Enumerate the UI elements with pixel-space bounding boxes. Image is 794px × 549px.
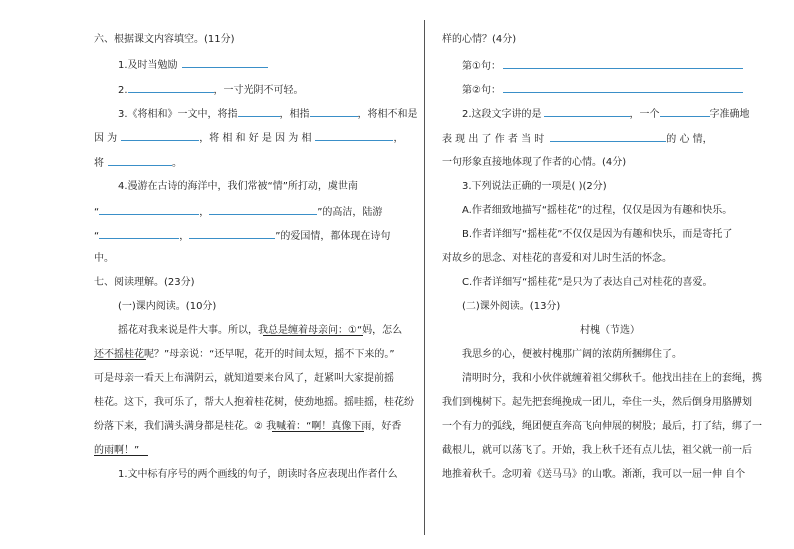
r-passage-6: 地推着秋千。念叨着《送马马》的山歌。渐渐，我可以一屈一伸 自个 bbox=[442, 469, 746, 480]
option-b[interactable]: B.作者详细写“摇桂花”不仅仅是因为有趣和快乐，而是寄托了 bbox=[462, 229, 733, 240]
r-q2-line1 bbox=[462, 106, 750, 122]
sentence-2-underline-cont bbox=[94, 455, 148, 456]
q2-num: 2. bbox=[118, 85, 128, 96]
q2-end: ，一寸光阴不可轻。 bbox=[213, 85, 304, 96]
q3-a: 3.《将相和》一文中，将指 bbox=[118, 109, 238, 120]
q3-g: 将 bbox=[94, 158, 104, 169]
column-divider bbox=[424, 20, 425, 535]
r-passage-3: 我们到槐树下。起先把套绳挽成一团儿，牵住一头，然后倒身用胳膊划 bbox=[442, 397, 752, 408]
r-q2-blank1[interactable] bbox=[544, 106, 630, 117]
answer-1-blank[interactable] bbox=[503, 58, 743, 69]
q4-blank2[interactable] bbox=[209, 204, 317, 215]
q3-line2 bbox=[94, 130, 403, 146]
r-q3-stem: 3.下列说法正确的一项是( )(2分) bbox=[462, 181, 607, 192]
q3-blank3[interactable] bbox=[121, 130, 199, 141]
answer-1-label: 第①句： bbox=[462, 61, 501, 72]
r-passage-1: 我思乡的心，便被村槐那广阔的浓荫所捆绑住了。 bbox=[462, 349, 682, 360]
passage-line-2: 还不摇桂花呢？”母亲说：“还早呢，花开的时间太短，摇不下来的。” bbox=[94, 349, 395, 360]
question-1-text: 1.文中标有序号的两个画线的句子，朗读时各应表现出作者什么 bbox=[118, 469, 398, 480]
section-7-title: 七、阅读理解。(23分) bbox=[94, 277, 195, 288]
r-passage-2: 清明时分，我和小伙伴就缠着祖父绑秋千。他找出挂在上的套绳，携 bbox=[462, 373, 762, 384]
r-q2-blank2[interactable] bbox=[660, 106, 710, 117]
q3-f: ， bbox=[393, 133, 404, 144]
passage-line-6: 的雨啊！” bbox=[94, 445, 140, 456]
r-passage-5: 截根儿，就可以荡飞了。开始，我上秋千还有点儿怯，祖父就一前一后 bbox=[442, 445, 752, 456]
sentence-1-underline bbox=[263, 335, 363, 336]
answer-2-label: 第②句： bbox=[462, 85, 501, 96]
q4-line1: 4.漫游在古诗的海洋中，我们常被“情”所打动，虞世南 bbox=[118, 181, 358, 192]
q4-blank1[interactable] bbox=[99, 204, 199, 215]
q2-blank[interactable] bbox=[128, 82, 214, 93]
q3-blank2[interactable] bbox=[310, 106, 358, 117]
q4-line4: 中。 bbox=[94, 253, 114, 264]
section-6-title: 六、根据课文内容填空。(11分) bbox=[94, 34, 235, 45]
q4-comma2: ， bbox=[179, 231, 190, 242]
q3-h: 。 bbox=[172, 158, 182, 169]
sentence-1-underline-cont bbox=[94, 359, 146, 360]
q1-blank[interactable] bbox=[182, 57, 268, 68]
r-q2-c: 字准确地 bbox=[709, 109, 750, 120]
q4-quote-open2: “ bbox=[94, 231, 100, 242]
r-line-6: 一句形象直接地体现了作者的心情。(4分) bbox=[442, 157, 627, 168]
option-c[interactable]: C.作者详细写“摇桂花”是只为了表达自己对桂花的喜爱。 bbox=[462, 277, 713, 288]
option-b-cont: 对故乡的思念、对桂花的喜爱和对儿时生活的怀念。 bbox=[442, 253, 672, 264]
q3-blank5[interactable] bbox=[108, 155, 172, 166]
q2-text bbox=[118, 82, 304, 98]
q4-line3 bbox=[94, 228, 390, 244]
q4-c3: ”的爱国情，都体现在诗句 bbox=[275, 231, 391, 242]
q4-comma: ， bbox=[199, 207, 210, 218]
passage-line-3: 可是母亲一看天上布满阴云，就知道要来台风了，赶紧叫大家提前摇 bbox=[94, 373, 394, 384]
q4-b3: ”的高洁，陆游 bbox=[317, 207, 383, 218]
q3-d: 因 为 bbox=[94, 133, 118, 144]
passage-line-4: 桂花。这下，我可乐了，帮大人抱着桂花树，使劲地摇。摇哇摇，桂花纷 bbox=[94, 397, 414, 408]
q4-line2 bbox=[94, 204, 382, 220]
q4-quote-open: “ bbox=[94, 207, 100, 218]
q4-blank4[interactable] bbox=[189, 228, 275, 239]
q3-blank4[interactable] bbox=[315, 130, 393, 141]
q3-e: ，将 相 和 好 是 因 为 相 bbox=[199, 133, 312, 144]
r-passage-4: 一个有力的弧线，绳团便直奔高飞向伸展的树股；最后，打了结，绑了一 bbox=[442, 421, 762, 432]
answer-sentence-2 bbox=[462, 82, 743, 98]
r-q2-b: ，一个 bbox=[629, 109, 660, 120]
q1-label: 1.及时当勉励 bbox=[118, 60, 178, 71]
r-q2-line2 bbox=[442, 131, 713, 147]
passage-line-5: 纷落下来，我们满头满身都是桂花。② 我喊着：“啊！真像下雨，好香 bbox=[94, 421, 402, 432]
r-q2-blank3[interactable] bbox=[550, 131, 666, 142]
q3-line3 bbox=[94, 155, 182, 171]
answer-2-blank[interactable] bbox=[503, 82, 743, 93]
subsection-1-title: (一)课内阅读。(10分) bbox=[118, 301, 217, 312]
q3-c: ，将相不和是 bbox=[357, 109, 418, 120]
q3-blank1[interactable] bbox=[238, 106, 280, 117]
r-q2-a: 2.这段文字讲的是 bbox=[462, 109, 542, 120]
option-a[interactable]: A.作者细致地描写“摇桂花”的过程，仅仅是因为有趣和快乐。 bbox=[462, 205, 733, 216]
r-q2-d: 表 现 出 了 作 者 当 时 bbox=[442, 134, 545, 145]
r-line-1: 样的心情？(4分) bbox=[442, 34, 517, 45]
sentence-2-underline bbox=[272, 431, 364, 432]
q4-blank3[interactable] bbox=[99, 228, 179, 239]
passage-title: 村槐（节选） bbox=[580, 325, 640, 336]
q3-b: ，相指 bbox=[279, 109, 310, 120]
q3-line1 bbox=[118, 106, 418, 122]
r-q2-e: 的 心 情， bbox=[666, 134, 713, 145]
q1-text bbox=[118, 57, 268, 73]
answer-sentence-1 bbox=[462, 58, 743, 74]
passage-text-1: 摇花对我来说是件大事。所以，我总是缠着母亲问：①“妈，怎么 bbox=[118, 325, 403, 336]
subsection-2-title: (二)课外阅读。(13分) bbox=[462, 301, 561, 312]
